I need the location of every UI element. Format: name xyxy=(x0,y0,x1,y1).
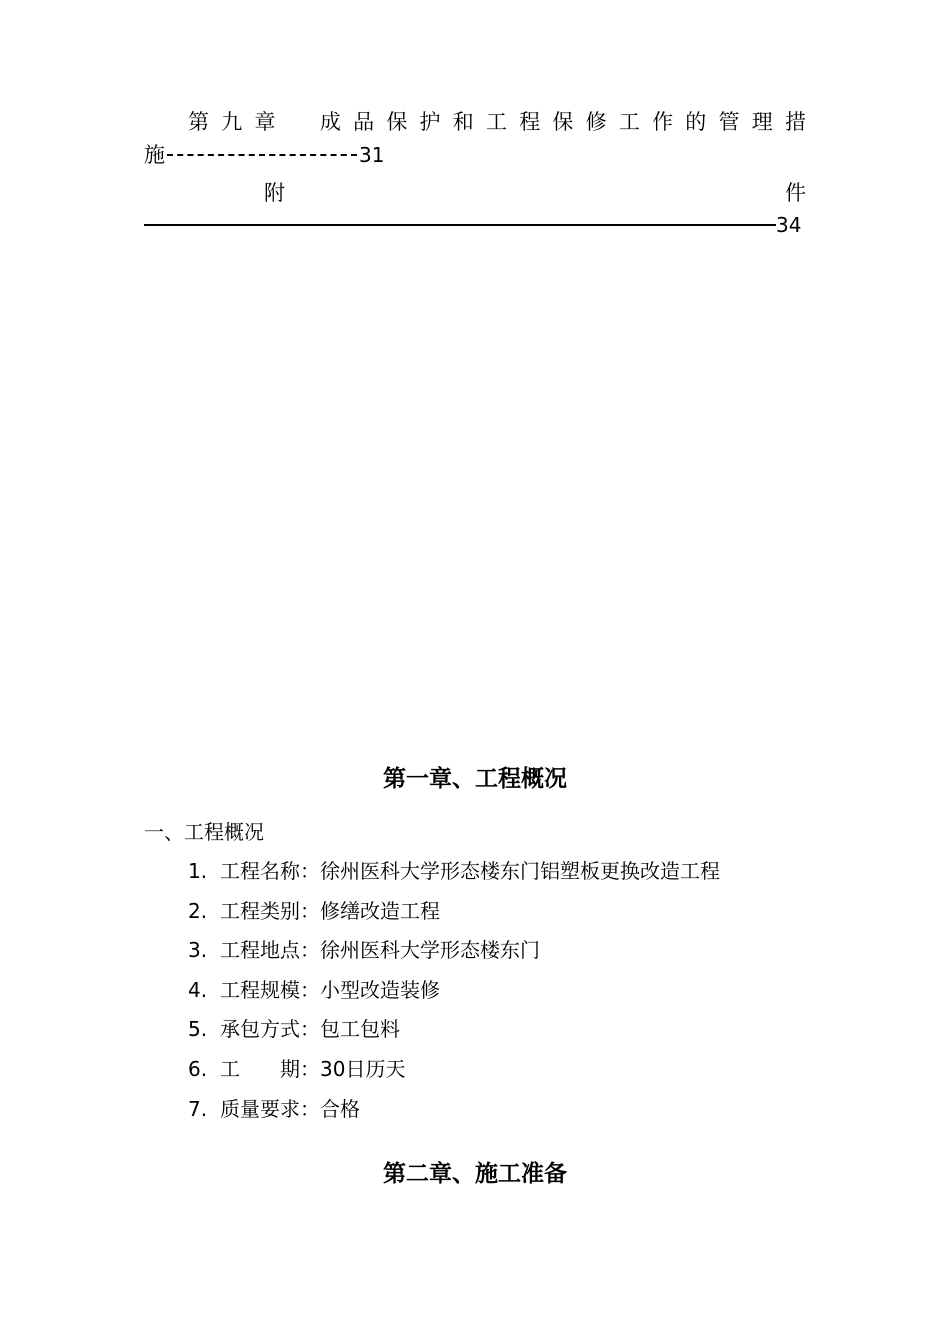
list-item xyxy=(188,1093,360,1122)
toc-char: 理 xyxy=(751,110,773,134)
list-item xyxy=(188,1013,400,1042)
item-number: 6. xyxy=(188,1057,208,1081)
toc-char: 修 xyxy=(585,110,607,134)
list-item xyxy=(188,934,540,963)
item-text: 工程规模：小型改造装修 xyxy=(220,978,440,1002)
toc-annex-right: 件 xyxy=(785,181,806,205)
list-item xyxy=(188,974,440,1003)
list-item xyxy=(188,855,720,884)
item-text: 质量要求：合格 xyxy=(220,1097,360,1121)
toc-char: 护 xyxy=(419,110,441,134)
toc-char: 第 xyxy=(188,110,209,134)
toc-chapter9-line xyxy=(144,107,806,137)
toc-char: 工 xyxy=(485,110,507,134)
toc-char: 的 xyxy=(685,110,707,134)
toc-page-number: 31 xyxy=(359,143,385,167)
toc-char: 工 xyxy=(618,110,640,134)
toc-wrap-char: 施 xyxy=(144,143,165,167)
item-number: 3. xyxy=(188,938,208,962)
item-text: 工 期：30日历天 xyxy=(220,1057,406,1081)
item-text: 工程地点：徐州医科大学形态楼东门 xyxy=(220,938,540,962)
section-heading: 一、工程概况 xyxy=(144,820,264,844)
list-item xyxy=(188,1053,405,1082)
chapter-title: 第一章、工程概况 xyxy=(383,766,567,792)
toc-char: 措 xyxy=(784,110,806,134)
toc-leader-dashes xyxy=(167,154,357,156)
toc-char: 保 xyxy=(386,110,408,134)
toc-leader-solid xyxy=(144,224,776,226)
toc-char: 成 xyxy=(319,110,341,134)
toc-annex-line xyxy=(144,178,806,208)
toc-char: 章 xyxy=(254,110,276,134)
item-number: 5. xyxy=(188,1017,208,1041)
item-number: 2. xyxy=(188,899,208,923)
item-number: 7. xyxy=(188,1097,208,1121)
toc-gap xyxy=(288,107,308,137)
list-item xyxy=(188,895,440,924)
toc-char: 管 xyxy=(718,110,740,134)
toc-char: 保 xyxy=(552,110,574,134)
chapter-title: 第二章、施工准备 xyxy=(383,1161,567,1187)
item-number: 1. xyxy=(188,859,208,883)
item-text: 工程名称：徐州医科大学形态楼东门铝塑板更换改造工程 xyxy=(220,859,720,883)
toc-char: 和 xyxy=(452,110,474,134)
toc-page-number: 34 xyxy=(776,213,802,237)
toc-char: 九 xyxy=(221,110,243,134)
toc-char: 程 xyxy=(519,110,541,134)
toc-char: 品 xyxy=(353,110,375,134)
item-text: 承包方式：包工包料 xyxy=(220,1017,400,1041)
toc-char: 作 xyxy=(652,110,674,134)
item-text: 工程类别：修缮改造工程 xyxy=(220,899,440,923)
item-number: 4. xyxy=(188,978,208,1002)
toc-annex-leader-line xyxy=(144,210,806,240)
toc-chapter9-wrap-line xyxy=(144,140,806,170)
toc-annex-left: 附 xyxy=(264,181,285,205)
